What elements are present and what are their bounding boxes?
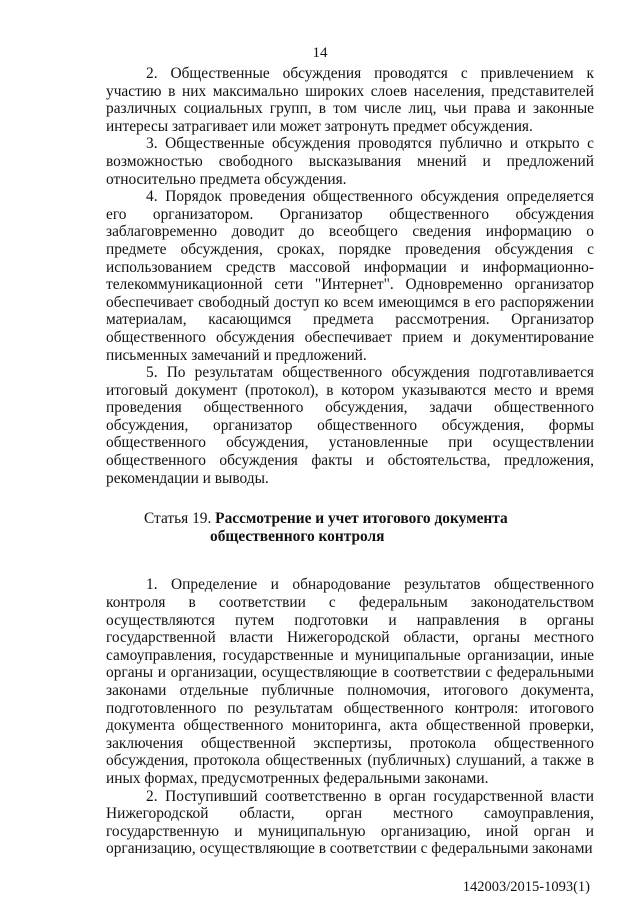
article-title-line1: Рассмотрение и учет итогового документа bbox=[215, 510, 508, 528]
paragraph-5: 5. По результатам общественного обсуждения подготавливается итоговый документ (протокол), в котором указываются место и время проведения общественного обсуждения, задачи общественного обсуждения, организатор общественного обсуждения, формы общественного обсуждения, установленные при осуществлении общественного обсуждения факты и обстоятельства, предложения, рекомендации и выводы. bbox=[106, 364, 594, 487]
article-title-line2: общественного контроля bbox=[210, 527, 385, 545]
article-number: Статья 19. bbox=[144, 510, 216, 528]
paragraph-4: 4. Порядок проведения общественного обсуждения определяется его организатором. Организатор общественного обсуждения заблаговременно доводит до всеобщего сведения информацию о предмете обсуждения, сроках, порядке проведения обсуждения с использованием средств массовой информации и информационно-телекоммуникационной сети "Интернет". Одновременно организатор обеспечивает свободный доступ ко всем имеющимся в его распоряжении материалам, касающимся предмета рассмотрения. Организатор общественного обсуждения обеспечивает прием и документирование письменных замечаний и предложений. bbox=[106, 188, 594, 364]
paragraph-2: 2. Общественные обсуждения проводятся с привлечением к участию в них максимально широких слоев населения, представителей различных социальных групп, в том числе лиц, чьи права и законные интересы затрагивает или может затронуть предмет обсуждения. bbox=[106, 65, 594, 135]
page-number: 14 bbox=[312, 45, 328, 61]
paragraph-3: 3. Общественные обсуждения проводятся публично и открыто с возможностью свободного высказывания мнений и предложений относительно предмета обсуждения. bbox=[106, 135, 594, 188]
document-code: 142003/2015-1093(1) bbox=[462, 879, 590, 895]
article-19-paragraph-2: 2. Поступивший соответственно в орган государственной власти Нижегородской области, орган местного самоуправления, государственную и муниципальную организацию, иной орган и организацию, осуществляющие в соответствии с федеральными законами bbox=[106, 787, 594, 858]
document-body bbox=[106, 65, 594, 858]
article-19-paragraph-1: 1. Определение и обнародование результатов общественного контроля в соответствии с федеральным законодательством осуществляются путем подготовки и направления в органы государственной власти Нижегородской области, органы местного самоуправления, государственные и муниципальные организации, иные органы и организации, осуществляющие в соответствии с федеральными законами отдельные публичные полномочия, итогового документа, подготовленного по результатам общественного контроля: итогового документа общественного мониторинга, акта общественной проверки, заключения общественной экспертизы, протокола общественного обсуждения, протокола общественных (публичных) слушаний, а также в иных формах, предусмотренных федеральными законами. bbox=[106, 576, 594, 787]
article-19-heading bbox=[106, 510, 594, 545]
